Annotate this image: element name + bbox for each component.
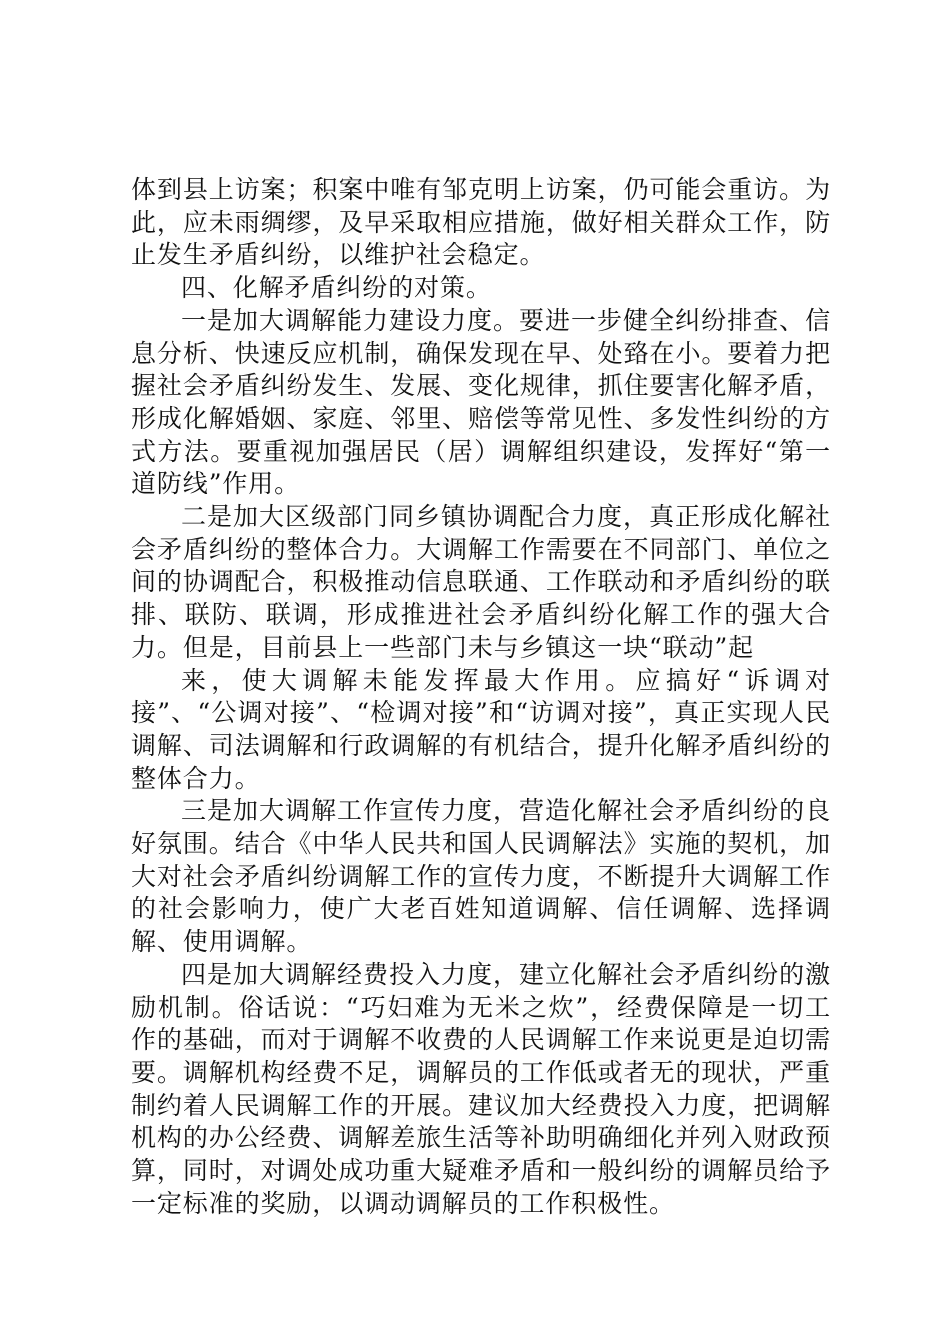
paragraph-measure-four: 四是加大调解经费投入力度，建立化解社会矛盾纠纷的激励机制。俗话说：“巧妇难为无米之炊”，经费保障是一切工作的基础，而对于调解不收费的人民调解工作来说更是迫切需要。调解机构经费不足，调解员的工作低或者无的现状，严重制约着人民调解工作的开展。建议加大经费投入力度，把调解机构的办公经费、调解差旅生活等补助明确细化并列入财政预算，同时，对调处成功重大疑难矛盾和一般纠纷的调解员给予一定标准的奖励，以调动调解员的工作积极性。 [131, 959, 831, 1218]
section-heading: 四、化解矛盾纠纷的对策。 [181, 273, 492, 303]
paragraph-measure-two: 二是加大区级部门同乡镇协调配合力度，真正形成化解社会矛盾纠纷的整体合力。大调解工作需要在不同部门、单位之间的协调配合，积极推动信息联通、工作联动和矛盾纠纷的联排、联防、联调，形成推进社会矛盾纠纷化解工作的强大合力。但是，目前县上一些部门未与乡镇这一块“联动”起 [131, 502, 831, 662]
paragraph-measure-one: 一是加大调解能力建设力度。要进一步健全纠纷排查、信息分析、快速反应机制，确保发现在早、处臵在小。要着力把握社会矛盾纠纷发生、发展、变化规律，抓住要害化解矛盾，形成化解婚姻、家庭、邻里、赔偿等常见性、多发性纠纷的方式方法。要重视加强居民（居）调解组织建设，发挥好“第一道防线”作用。 [131, 305, 831, 499]
paragraph-continuation: 体到县上访案；积案中唯有邹克明上访案，仍可能会重访。为此，应未雨绸缪，及早采取相应措施，做好相关群众工作，防止发生矛盾纠纷，以维护社会稳定。 [131, 175, 831, 270]
document-body [131, 174, 831, 1221]
paragraph-measure-two-continued: 来，使大调解未能发挥最大作用。应搞好“诉调对接”、“公调对接”、“检调对接”和“访调对接”，真正实现人民调解、司法调解和行政调解的有机结合，提升化解矛盾纠纷的整体合力。 [131, 665, 831, 793]
paragraph-measure-three: 三是加大调解工作宣传力度，营造化解社会矛盾纠纷的良好氛围。结合《中华人民共和国人民调解法》实施的契机，加大对社会矛盾纠纷调解工作的宣传力度，不断提升大调解工作的社会影响力，使广大老百姓知道调解、信任调解、选择调解、使用调解。 [131, 796, 831, 957]
